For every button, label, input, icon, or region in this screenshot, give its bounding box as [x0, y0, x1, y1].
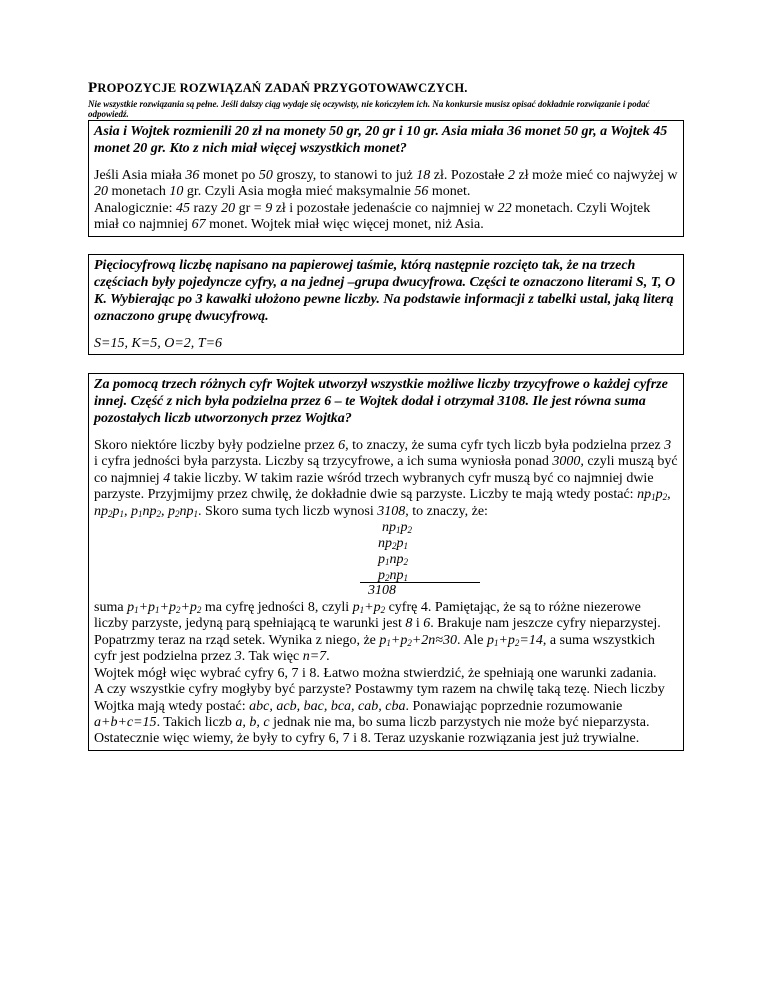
task-3-paragraph-5: Ostatecznie więc wiemy, że były to cyfry 6, 7 i 8. Teraz uzyskanie rozwiązania jest już trywialne. — [94, 731, 640, 747]
task-3-paragraph-4: A czy wszystkie cyfry mogłyby być parzyste? Postawmy tym razem na chwilę taką tezę. Niech liczby Wojtka mają wtedy postać: abc, acb, bac, bca, cab, cba. Ponawiając poprzednie rozumowanie a+b+c=15. Takich liczb a, b, c jednak nie ma, bo suma liczb parzystych nie może być nieparzysta. — [94, 682, 665, 730]
task-1-box — [88, 120, 684, 237]
calc-sum: 3108 — [368, 583, 396, 599]
page-title: PROPOZYCJE ROZWIĄZAŃ ZADAŃ PRZYGOTOWAWCZYCH. — [88, 80, 468, 96]
calc-row-4: $p_2np_1$ — [378, 568, 408, 584]
task-2-box — [88, 254, 684, 355]
task-2-question: Pięciocyfrową liczbę napisano na papierowej taśmie, którą następnie rozcięto tak, że na trzech częściach były pojedyncze cyfry, a na jednej –grupa dwucyfrowa. Części te oznaczono literami S, T, O K. Wybierając po 3 kawałki ułożono pewne liczby. Na podstawie informacji z tabelki ustal, jaką literą oznaczono grupę dwucyfrową. — [94, 257, 676, 324]
task-3-box — [88, 373, 684, 751]
task-3-paragraph-2: suma $p_1+p_1+p_2+p_2$ ma cyfrę jedności 8, czyli $p_1+p_2$ cyfrę 4. Pamiętając, że są to różne niezerowe liczby parzyste, jedyną parą spełniającą te warunki jest 8 i 6. Brakuje nam jeszcze cyfry nieparzystej. Popatrzmy teraz na rząd setek. Wynika z niego, że $p_1+p_2+2n\approx 30$. Ale $p_1+p_2=14$, a suma wszystkich cyfr jest podzielna przez 3. Tak więc n=7. — [94, 600, 661, 665]
calc-row-1: $np_1p_2$ — [382, 520, 412, 536]
task-1-solution: Jeśli Asia miała 36 monet po 50 groszy, to stanowi to już 18 zł. Pozostałe 2 zł może mieć co najwyżej w 20 monetach 10 gr. Czyli Asia mogła mieć maksymalnie 56 monet. Analogicznie: 45 razy 20 gr = 9 zł i pozostałe jedenaście co najmniej w 22 monetach. Czyli Wojtek miał co najmniej 67 monet. Wojtek miał więc więcej monet, niż Asia. — [94, 168, 678, 233]
task-3-question: Za pomocą trzech różnych cyfr Wojtek utworzył wszystkie możliwe liczby trzycyfrowe o każdej cyfrze innej. Część z nich była podzielna przez 6 – te Wojtek dodał i otrzymał 3108. Ile jest równa suma pozostałych liczb utworzonych przez Wojtka? — [94, 377, 668, 427]
task-2-answer: S=15, K=5, O=2, T=6 — [94, 335, 223, 351]
task-3-paragraph-1: Skoro niektóre liczby były podzielne przez 6, to znaczy, że suma cyfr tych liczb była podzielna przez 3 i cyfra jedności była parzysta. Liczby są trzycyfrowe, a ich suma wyniosła ponad 3000, czyli muszą być co najmniej 4 takie liczby. W takim razie wśród trzech wybranych cyfr muszą być co najmniej dwie parzyste. Przyjmijmy przez chwilę, że dokładnie dwie są parzyste. Liczby te mają wtedy postać: $np_1p_2$, $np_2p_1$, $p_1np_2$, $p_2np_1$. Skoro suma tych liczb wynosi 3108, to znaczy, że: — [94, 438, 678, 519]
intro-note: Nie wszystkie rozwiązania są pełne. Jeśli dalszy ciąg wydaje się oczywisty, nie kończyłem ich. Na konkursie musisz opisać dokładnie rozwiązanie i podać odpowiedź. — [88, 99, 650, 119]
calc-row-3: $p_1np_2$ — [378, 552, 408, 568]
document-page — [88, 80, 684, 751]
task-1-question: Asia i Wojtek rozmienili 20 zł na monety 50 gr, 20 gr i 10 gr. Asia miała 36 monet 50 gr, a Wojtek 45 monet 20 gr. Kto z nich miał więcej wszystkich monet? — [94, 124, 668, 156]
task-3-paragraph-3: Wojtek mógł więc wybrać cyfry 6, 7 i 8. Łatwo można stwierdzić, że spełniają one warunki zadania. — [94, 665, 657, 681]
calc-row-2: $np_2p_1$ — [378, 536, 408, 552]
addition-calculation — [360, 520, 678, 600]
